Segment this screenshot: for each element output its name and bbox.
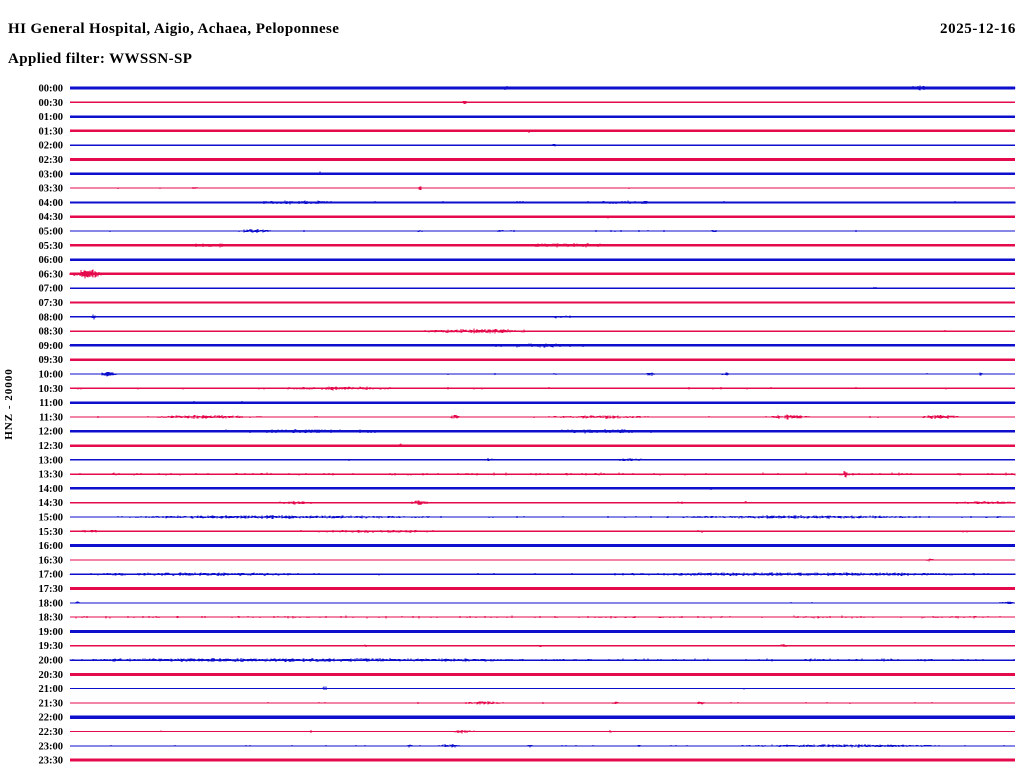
time-label: 02:00: [38, 140, 63, 152]
trace-row-13:00: [39, 455, 1016, 466]
time-label: 08:00: [38, 312, 63, 324]
trace-row-09:00: [39, 341, 1016, 352]
trace-row-01:00: [39, 112, 1016, 123]
trace-row-07:00: [39, 284, 1016, 295]
trace-row-10:30: [39, 384, 1016, 395]
trace-row-18:00: [39, 598, 1016, 609]
trace-row-15:00: [39, 513, 1016, 524]
trace-row-23:30: [39, 756, 1016, 767]
trace-row-08:00: [39, 312, 1016, 323]
time-label: 17:30: [38, 584, 63, 595]
trace-row-16:00: [39, 541, 1016, 552]
trace-row-12:00: [39, 427, 1016, 438]
trace-noise: [70, 572, 1015, 576]
trace-row-03:30: [39, 184, 1016, 195]
date-label: 2025-12-16: [940, 21, 1016, 37]
time-label: 20:30: [38, 669, 63, 681]
time-label: 10:30: [38, 383, 63, 395]
trace-row-03:00: [39, 169, 1016, 180]
trace-row-07:30: [39, 298, 1016, 309]
trace-row-22:00: [39, 713, 1016, 724]
trace-row-23:00: [39, 741, 1016, 752]
time-label: 06:30: [38, 269, 63, 281]
trace-row-16:30: [39, 555, 1016, 566]
time-label: 16:00: [38, 541, 63, 553]
time-label: 01:30: [38, 126, 63, 138]
trace-row-13:30: [39, 470, 1016, 481]
time-label: 09:00: [38, 340, 63, 352]
time-label: 23:30: [38, 755, 63, 767]
time-label: 07:00: [38, 283, 63, 295]
time-label: 13:00: [38, 455, 63, 467]
trace-row-11:00: [39, 398, 1015, 409]
time-label: 00:30: [38, 97, 63, 109]
trace-row-01:30: [39, 126, 1016, 137]
time-label: 03:30: [38, 183, 63, 195]
trace-row-14:30: [39, 498, 1016, 509]
time-label: 01:00: [38, 112, 63, 124]
time-label: 13:30: [38, 469, 63, 481]
time-label: 08:30: [38, 326, 63, 338]
time-label: 19:30: [38, 641, 63, 653]
time-label: 03:00: [38, 169, 63, 181]
trace-row-20:00: [39, 656, 1016, 667]
time-label: 06:00: [38, 255, 63, 267]
time-label: 14:30: [38, 498, 63, 510]
trace-row-06:00: [39, 255, 1016, 266]
trace-row-17:00: [39, 570, 1016, 581]
channel-scale-label: HNZ - 20000: [3, 368, 15, 440]
time-label: 09:30: [38, 355, 63, 367]
trace-row-06:30: [39, 269, 1016, 280]
time-label: 18:00: [38, 598, 63, 610]
time-label: 18:30: [38, 612, 63, 624]
time-label: 23:00: [38, 741, 63, 753]
trace-row-04:30: [39, 212, 1016, 223]
trace-row-12:30: [39, 441, 1016, 452]
time-label: 05:00: [38, 226, 63, 238]
trace-row-15:30: [39, 527, 1016, 538]
time-label: 10:00: [38, 369, 63, 381]
time-label: 21:00: [38, 684, 63, 696]
time-label: 22:00: [38, 712, 63, 724]
time-label: 15:30: [38, 526, 63, 538]
time-label: 00:00: [38, 83, 63, 95]
trace-row-20:30: [39, 670, 1016, 681]
trace-row-08:30: [39, 327, 1016, 338]
time-label: 17:00: [38, 569, 63, 581]
trace-row-19:00: [39, 627, 1016, 638]
time-label: 05:30: [38, 240, 63, 252]
trace-row-21:30: [39, 698, 1016, 709]
trace-row-00:30: [39, 98, 1016, 109]
time-label: 07:30: [38, 298, 63, 309]
trace-row-02:30: [39, 155, 1016, 166]
trace-row-02:00: [39, 141, 1016, 152]
trace-row-22:30: [39, 727, 1016, 738]
time-label: 14:00: [38, 483, 63, 495]
trace-row-05:00: [39, 227, 1016, 238]
time-label: 22:30: [38, 727, 63, 738]
trace-row-17:30: [39, 584, 1016, 595]
trace-row-04:00: [39, 198, 1016, 209]
trace-row-21:00: [39, 684, 1016, 695]
trace-row-11:30: [39, 412, 1015, 423]
time-label: 02:30: [38, 155, 63, 166]
time-label: 12:00: [38, 426, 63, 438]
time-label: 21:30: [38, 698, 63, 710]
trace-row-10:00: [39, 370, 1016, 381]
station-title: HI General Hospital, Aigio, Achaea, Peloponnese: [8, 21, 340, 37]
trace-row-14:00: [39, 484, 1016, 495]
time-label: 04:00: [38, 197, 63, 209]
time-label: 11:30: [39, 412, 63, 424]
time-label: 15:00: [38, 512, 63, 524]
time-label: 20:00: [38, 655, 63, 667]
time-label: 11:00: [39, 398, 63, 410]
trace-row-18:30: [39, 613, 1016, 624]
time-label: 04:30: [38, 212, 63, 224]
trace-row-05:30: [39, 241, 1016, 252]
time-label: 19:00: [38, 626, 63, 638]
trace-row-09:30: [39, 355, 1016, 366]
time-label: 12:30: [38, 441, 63, 452]
trace-row-00:00: [39, 84, 1016, 95]
applied-filter-label: Applied filter: WWSSN-SP: [8, 51, 193, 67]
time-label: 16:30: [38, 555, 63, 567]
trace-row-19:30: [39, 641, 1016, 652]
